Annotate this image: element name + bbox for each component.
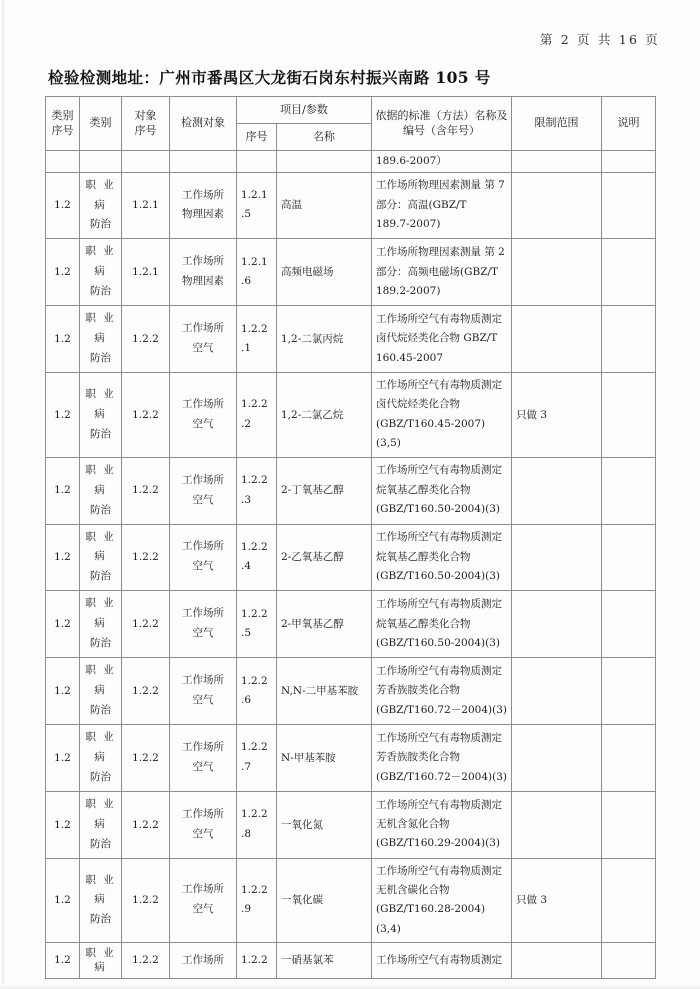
cell-item-no-line1: 1.2.2 [241, 322, 268, 335]
cell-limit [512, 791, 602, 858]
cell-item-name: 高频电磁场 [277, 239, 372, 306]
cell-item-no [237, 457, 277, 524]
cell-object-line2: 空气 [192, 694, 214, 707]
cell-limit [512, 172, 602, 239]
cell-category-line1: 职 业 病 [85, 664, 116, 697]
col-header-item-group: 项目/参数 [237, 97, 372, 124]
cell-standard-line1: 工作场所空气有毒物质测定 [376, 798, 502, 811]
col-header-standard-line2: 编号（含年号） [403, 124, 480, 138]
cell-item-no-line1: 1.2.2 [241, 741, 268, 754]
cell-item-no-line2: .3 [241, 493, 252, 506]
cell-limit [512, 591, 602, 658]
cell-limit [512, 457, 602, 524]
cell-standard-line2: 部分：高频电磁场(GBZ/T [376, 265, 499, 278]
cell-item-no-line1: 1.2.1 [241, 189, 268, 202]
cell-object-line2: 空气 [192, 560, 214, 573]
cell-standard [372, 858, 512, 943]
cell-object-line2: 物理因素 [182, 208, 224, 221]
cell-object-line1: 工作场所 [182, 322, 224, 335]
cell-object-line2: 空气 [192, 417, 214, 430]
cell-standard-line2: 无机含碳化合物 [376, 883, 450, 896]
cell-object-line1: 工作场所 [182, 397, 224, 410]
cell-standard-line2: 烷氧基乙醇类化合物 [376, 550, 471, 563]
cell-standard-line3: (GBZ/T160.28-2004)(3,4) [376, 903, 486, 935]
col-header-category-no-line1: 类别 [51, 108, 74, 122]
cell-category-line2: 防治 [90, 427, 111, 440]
cell-category-line1: 职 业 病 [85, 730, 116, 763]
cell-category-no: 1.2 [46, 658, 80, 725]
cell-limit [512, 150, 602, 172]
col-header-category-no [46, 97, 80, 151]
col-header-object-no-line2: 序号 [134, 124, 157, 138]
cell-object-line2: 空气 [192, 627, 214, 640]
col-header-item-no: 序号 [237, 123, 277, 150]
cell-item-no-line1: 1.2.1 [241, 255, 268, 268]
cell-standard-line2: 烷氧基乙醇类化合物 [376, 617, 471, 630]
col-header-object-no [122, 97, 170, 151]
cell-standard-line2: 部分：高温(GBZ/T [376, 198, 467, 211]
cell-item-no-line1: 1.2.2 [241, 474, 268, 487]
table-row [46, 239, 656, 306]
cell-object [170, 591, 237, 658]
cell-category-line1: 职 业 病 [85, 245, 116, 278]
cell-object-no: 1.2.2 [122, 658, 170, 725]
cell-category-no: 1.2 [46, 791, 80, 858]
cell-object-line1: 工作场所 [182, 740, 224, 753]
cell-standard [372, 724, 512, 791]
cell-item-no-line1: 1.2.2 [241, 607, 268, 620]
cell-category-line1: 职 业 病 [85, 797, 116, 830]
cell-standard-line1: 工作场所空气有毒物质测定 [376, 864, 502, 877]
cell-category-line1: 职 业 病 [85, 387, 116, 420]
cell-item-no-line2: .8 [241, 827, 252, 840]
cell-standard-line2: 芳香族胺类化合物 [376, 751, 460, 764]
cell-note [602, 943, 656, 978]
cell-object-no: 1.2.2 [122, 306, 170, 373]
cell-item-name: N-甲基苯胺 [277, 724, 372, 791]
cell-limit: 只做 3 [512, 373, 602, 458]
table-row [46, 724, 656, 791]
cell-item-no [237, 724, 277, 791]
cell-standard-line3: (GBZ/T160.29-2004)(3) [376, 837, 501, 850]
cell-object-line2: 空气 [192, 493, 214, 506]
cell-item-no [237, 858, 277, 943]
cell-object-line1: 工作场所 [182, 607, 224, 620]
cell-object [170, 791, 237, 858]
cell-item-no-line1: 1.2.2 [241, 674, 268, 687]
cell-category [80, 150, 122, 172]
cell-item-no-line2: .5 [241, 627, 252, 640]
cell-limit [512, 306, 602, 373]
page-number-header: 第 2 页 共 16 页 [539, 32, 660, 47]
cell-standard-line3: (GBZ/T160.50-2004)(3) [376, 570, 501, 583]
cell-standard: 189.6-2007） [372, 150, 512, 172]
cell-standard-line1: 工作场所空气有毒物质测定 [376, 312, 502, 325]
cell-category-no: 1.2 [46, 943, 80, 978]
cell-standard-line3: (GBZ/T160.72－2004)(3) [376, 703, 507, 716]
col-header-category: 类别 [80, 97, 122, 151]
scan-edge-bottom [0, 985, 700, 989]
cell-note [602, 150, 656, 172]
cell-object-line2: 空气 [192, 903, 214, 916]
cell-category [80, 172, 122, 239]
cell-category-line1: 职 业 病 [85, 530, 116, 563]
cell-object-no: 1.2.2 [122, 457, 170, 524]
cell-standard-line1: 工作场所空气有毒物质测定 [376, 464, 502, 477]
cell-standard: 工作场所空气有毒物质测定 [372, 943, 512, 978]
col-header-standard-line1: 依据的标准（方法）名称及 [375, 108, 508, 122]
cell-standard [372, 457, 512, 524]
cell-note [602, 524, 656, 591]
cell-item-name: 一氧化碳 [277, 858, 372, 943]
cell-standard [372, 239, 512, 306]
cell-category [80, 373, 122, 458]
cell-category [80, 306, 122, 373]
col-header-object-no-line1: 对象 [134, 108, 157, 122]
table-row [46, 858, 656, 943]
cell-standard-line1: 工作场所空气有毒物质测定 [376, 598, 502, 611]
cell-category-line1: 职 业 病 [85, 463, 116, 496]
cell-item-no: 1.2.2 [237, 943, 277, 978]
cell-item-no [237, 373, 277, 458]
col-header-category-no-line2: 序号 [51, 124, 74, 138]
cell-object-no: 1.2.2 [122, 591, 170, 658]
cell-standard [372, 306, 512, 373]
cell-note [602, 306, 656, 373]
table-row [46, 457, 656, 524]
cell-category-line1: 职 业 病 [85, 312, 116, 345]
cell-category [80, 524, 122, 591]
cell-standard-line3: 189.7-2007) [376, 218, 441, 231]
cell-object-no: 1.2.2 [122, 943, 170, 978]
cell-standard-line3: 189.2-2007) [376, 284, 441, 297]
cell-note [602, 457, 656, 524]
cell-object-no: 1.2.1 [122, 239, 170, 306]
cell-object-line1: 工作场所 [182, 255, 224, 268]
scan-edge-left [2, 0, 5, 989]
cell-item-no [237, 150, 277, 172]
cell-category [80, 658, 122, 725]
cell-standard-line2: 无机含氮化合物 [376, 817, 450, 830]
cell-object-line1: 工作场所 [182, 473, 224, 486]
cell-category [80, 591, 122, 658]
cell-category-no: 1.2 [46, 724, 80, 791]
cell-note [602, 658, 656, 725]
cell-item-no [237, 524, 277, 591]
cell-category-no: 1.2 [46, 373, 80, 458]
cell-item-no-line1: 1.2.2 [241, 398, 268, 411]
cell-item-name [277, 150, 372, 172]
cell-category-no [46, 150, 80, 172]
cell-standard-line3: (GBZ/T160.45-2007)(3,5) [376, 417, 486, 450]
cell-object-line1: 工作场所 [182, 540, 224, 553]
page-title: 检验检测地址：广州市番禺区大龙街石岗东村振兴南路 105 号 [48, 68, 491, 87]
cell-object [170, 658, 237, 725]
cell-item-name: N,N-二甲基苯胺 [277, 658, 372, 725]
cell-standard [372, 658, 512, 725]
cell-item-name: 2-乙氧基乙醇 [277, 524, 372, 591]
cell-standard-line2: 卤代烷烃类化合物 GBZ/T [376, 332, 498, 345]
table-row [46, 658, 656, 725]
cell-category-no: 1.2 [46, 858, 80, 943]
cell-limit [512, 943, 602, 978]
cell-category-no: 1.2 [46, 524, 80, 591]
cell-note [602, 791, 656, 858]
cell-item-name: 2-丁氧基乙醇 [277, 457, 372, 524]
cell-standard-line1: 工作场所物理因素测量 第 7 [376, 179, 505, 192]
cell-category-line2: 防治 [90, 352, 111, 365]
cell-object-line1: 工作场所 [182, 674, 224, 687]
cell-item-no [237, 658, 277, 725]
cell-category-line2: 防治 [90, 570, 111, 583]
cell-item-no [237, 239, 277, 306]
cell-category-line2: 防治 [90, 285, 111, 298]
table-row [46, 791, 656, 858]
cell-note [602, 591, 656, 658]
table-row-partial-bottom [46, 943, 656, 978]
cell-category-no: 1.2 [46, 306, 80, 373]
cell-item-no-line2: .6 [241, 694, 252, 707]
cell-object-line1: 工作场所 [182, 883, 224, 896]
cell-category [80, 724, 122, 791]
cell-limit: 只做 3 [512, 858, 602, 943]
table-row [46, 373, 656, 458]
cell-item-no-line1: 1.2.2 [241, 540, 268, 553]
col-header-limit: 限制范围 [512, 97, 602, 151]
cell-note [602, 172, 656, 239]
cell-limit [512, 239, 602, 306]
cell-object-line1: 工作场所 [182, 807, 224, 820]
cell-standard-line1: 工作场所物理因素测量 第 2 [376, 246, 505, 259]
cell-item-no [237, 591, 277, 658]
cell-object-no: 1.2.2 [122, 858, 170, 943]
cell-object-line2: 空气 [192, 827, 214, 840]
table-row [46, 172, 656, 239]
cell-standard [372, 373, 512, 458]
table-body [46, 150, 656, 978]
cell-object [170, 457, 237, 524]
cell-category-line2: 防治 [90, 218, 111, 231]
cell-item-no-line2: .4 [241, 560, 252, 573]
cell-item-name: 1,2-二氯乙烷 [277, 373, 372, 458]
cell-standard-line1: 工作场所空气有毒物质测定 [376, 379, 502, 391]
cell-category-no: 1.2 [46, 591, 80, 658]
cell-object [170, 724, 237, 791]
col-header-object: 检测对象 [170, 97, 237, 151]
cell-limit [512, 658, 602, 725]
cell-standard-line2: 卤代烷烃类化合物 [376, 398, 460, 411]
cell-object-no: 1.2.2 [122, 724, 170, 791]
cell-item-no-line2: .1 [241, 342, 252, 355]
table-row [46, 591, 656, 658]
cell-object-line2: 物理因素 [182, 275, 224, 288]
cell-category-line1: 职 业 病 [85, 597, 116, 630]
cell-category [80, 239, 122, 306]
col-header-standard [372, 97, 512, 151]
cell-category [80, 791, 122, 858]
cell-object-no: 1.2.1 [122, 172, 170, 239]
cell-item-no-line2: .5 [241, 208, 252, 221]
cell-category-no: 1.2 [46, 457, 80, 524]
cell-object: 工作场所 [170, 943, 237, 978]
cell-object-no: 1.2.2 [122, 524, 170, 591]
cell-object-no [122, 150, 170, 172]
cell-object [170, 858, 237, 943]
cell-item-no-line2: .6 [241, 275, 252, 288]
cell-object [170, 150, 237, 172]
cell-object [170, 306, 237, 373]
cell-object-no: 1.2.2 [122, 373, 170, 458]
cell-standard-line2: 烷氧基乙醇类化合物 [376, 483, 471, 496]
cell-item-name: 一硝基氯苯 [277, 943, 372, 978]
cell-category [80, 858, 122, 943]
cell-standard-line3: (GBZ/T160.72－2004)(3) [376, 770, 507, 783]
cell-item-no [237, 791, 277, 858]
cell-category: 职 业 病 [80, 943, 122, 978]
cell-note [602, 373, 656, 458]
cell-object [170, 373, 237, 458]
table-header [46, 97, 656, 151]
cell-item-name: 一氧化氮 [277, 791, 372, 858]
table-row [46, 306, 656, 373]
cell-category-line2: 防治 [90, 913, 111, 926]
cell-standard-line1: 工作场所空气有毒物质测定 [376, 531, 502, 544]
cell-object [170, 524, 237, 591]
cell-item-no [237, 172, 277, 239]
cell-standard-line2: 芳香族胺类化合物 [376, 684, 460, 697]
cell-limit [512, 524, 602, 591]
cell-category-line2: 防治 [90, 704, 111, 716]
cell-category-line2: 防治 [90, 770, 111, 783]
cell-category-line1: 职 业 病 [85, 178, 116, 211]
cell-category-line1: 职 业 病 [85, 873, 116, 906]
cell-item-no-line2: .7 [241, 760, 252, 773]
cell-limit [512, 724, 602, 791]
cell-item-name: 2-甲氧基乙醇 [277, 591, 372, 658]
table-row [46, 524, 656, 591]
cell-standard-line1: 工作场所空气有毒物质测定 [376, 731, 502, 744]
cell-object-no: 1.2.2 [122, 791, 170, 858]
cell-standard-line3: (GBZ/T160.50-2004)(3) [376, 503, 501, 516]
col-header-note: 说明 [602, 97, 656, 151]
cell-category-line2: 防治 [90, 837, 111, 850]
cell-item-no-line1: 1.2.2 [241, 808, 268, 821]
cell-category-line2: 防治 [90, 637, 111, 650]
cell-note [602, 239, 656, 306]
cell-object-line1: 工作场所 [182, 188, 224, 201]
cell-standard [372, 524, 512, 591]
cell-item-name: 1,2-二氯丙烷 [277, 306, 372, 373]
cell-standard-line3: (GBZ/T160.50-2004)(3) [376, 636, 501, 649]
cell-standard [372, 172, 512, 239]
cell-item-name: 高温 [277, 172, 372, 239]
cell-item-no-line2: .9 [241, 903, 252, 916]
cell-standard [372, 591, 512, 658]
cell-item-no-line2: .2 [241, 417, 252, 430]
cell-category-no: 1.2 [46, 239, 80, 306]
cell-standard [372, 791, 512, 858]
col-header-item-name: 名称 [277, 123, 372, 150]
table-row-partial-top [46, 150, 656, 172]
cell-item-no-line1: 1.2.2 [241, 883, 268, 896]
cell-object [170, 172, 237, 239]
cell-standard-line3: 160.45-2007 [376, 351, 444, 364]
cell-note [602, 858, 656, 943]
cell-standard-line1: 工作场所空气有毒物质测定 [376, 664, 502, 677]
certification-scope-table [45, 96, 656, 979]
cell-category-line2: 防治 [90, 503, 111, 516]
cell-category [80, 457, 122, 524]
cell-object [170, 239, 237, 306]
cell-object-line2: 空气 [192, 760, 214, 773]
cell-item-no [237, 306, 277, 373]
cell-object-line2: 空气 [192, 342, 214, 355]
cell-category-no: 1.2 [46, 172, 80, 239]
cell-note [602, 724, 656, 791]
